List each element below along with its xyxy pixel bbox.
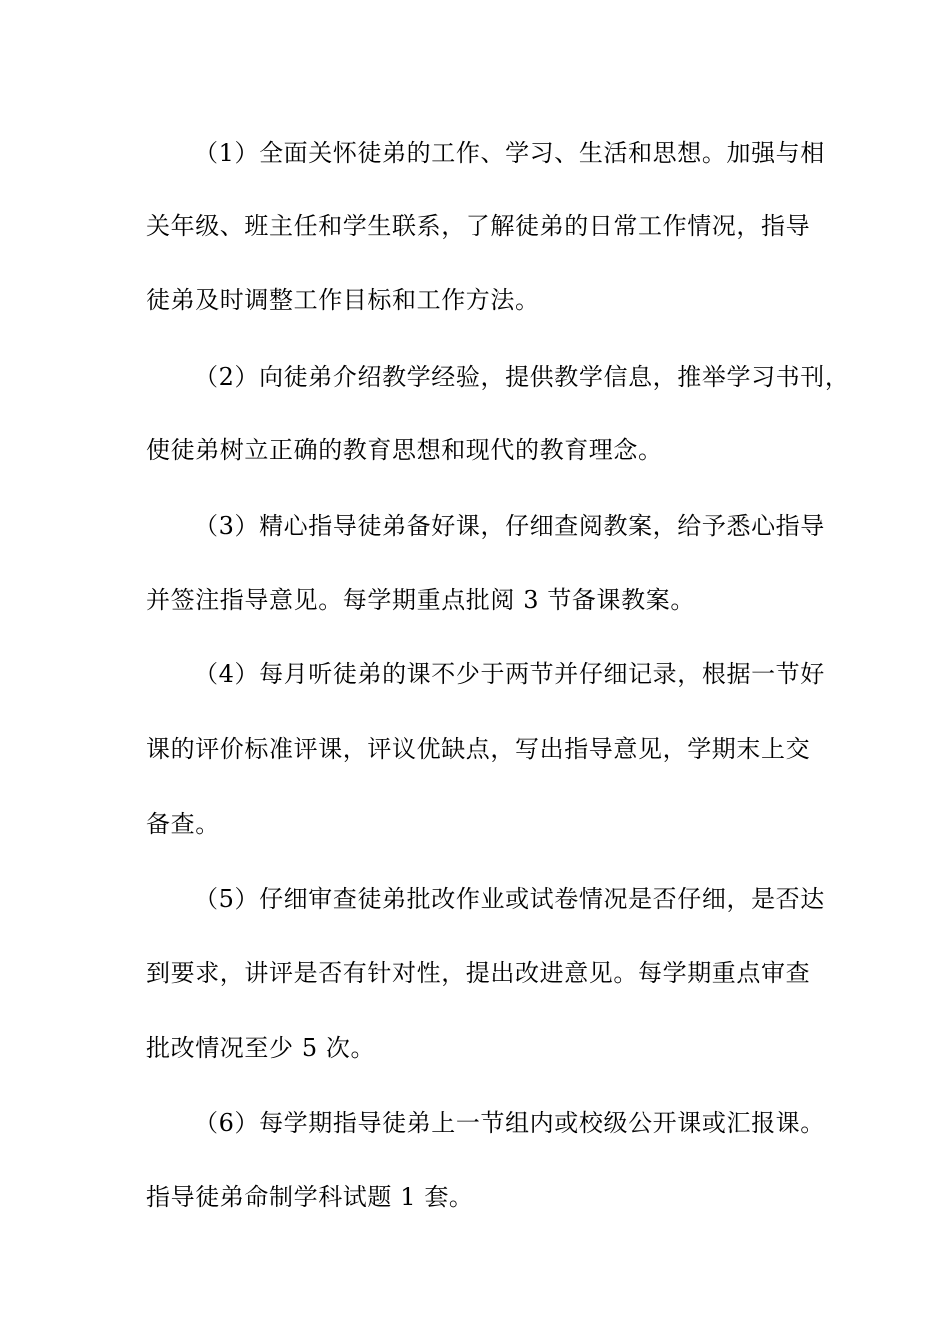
paragraph-5-line-2: 到要求，讲评是否有针对性，提出改进意见。每学期重点审查 <box>146 959 811 987</box>
paragraph-4-line-1: （4）每月听徒弟的课不少于两节并仔细记录，根据一节好 <box>194 660 825 688</box>
paragraph-2-line-1: （2）向徒弟介绍教学经验，提供教学信息，推举学习书刊， <box>194 363 850 391</box>
paragraph-2-line-2: 使徒弟树立正确的教育思想和现代的教育理念。 <box>146 436 663 464</box>
paragraph-6-line-1: （6）每学期指导徒弟上一节组内或校级公开课或汇报课。 <box>194 1109 825 1137</box>
paragraph-3-line-1: （3）精心指导徒弟备好课，仔细查阅教案，给予悉心指导 <box>194 512 825 540</box>
paragraph-3-line-2: 并签注指导意见。每学期重点批阅 3 节备课教案。 <box>146 586 695 614</box>
paragraph-5-line-1: （5）仔细审查徒弟批改作业或试卷情况是否仔细，是否达 <box>194 885 825 913</box>
paragraph-5-line-3: 批改情况至少 5 次。 <box>146 1034 376 1062</box>
paragraph-6-line-2: 指导徒弟命制学科试题 1 套。 <box>146 1183 474 1211</box>
paragraph-4-line-3: 备查。 <box>146 810 220 838</box>
paragraph-1-line-2: 关年级、班主任和学生联系，了解徒弟的日常工作情况，指导 <box>146 212 811 240</box>
paragraph-1-line-3: 徒弟及时调整工作目标和工作方法。 <box>146 286 540 314</box>
paragraph-1-line-1: （1）全面关怀徒弟的工作、学习、生活和思想。加强与相 <box>194 139 825 167</box>
paragraph-4-line-2: 课的评价标准评课，评议优缺点，写出指导意见，学期末上交 <box>146 735 811 763</box>
